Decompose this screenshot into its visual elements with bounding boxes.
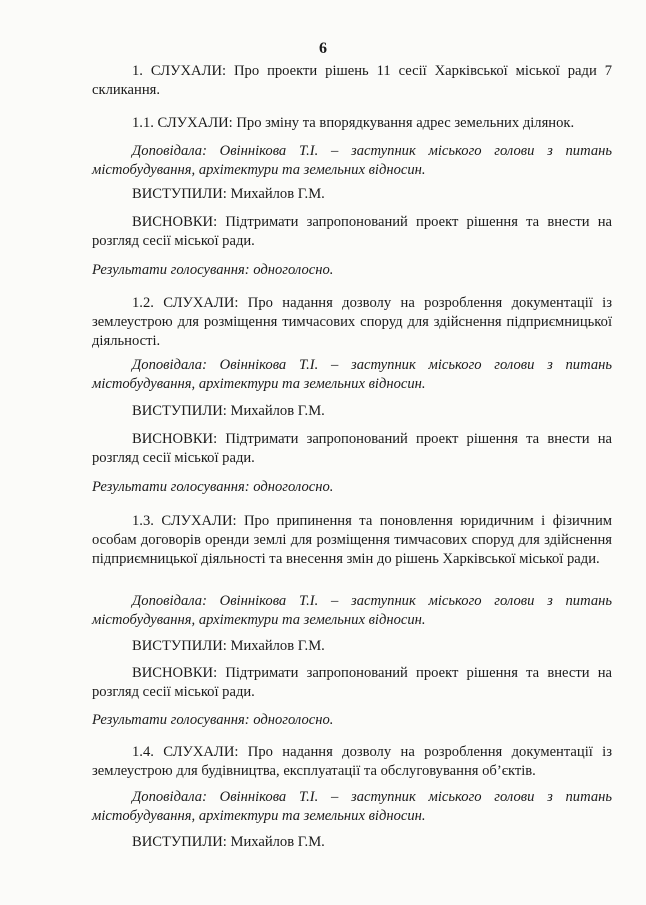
item-1-1-speakers: ВИСТУПИЛИ: Михайлов Г.М.: [132, 186, 325, 202]
item-1-3-heard: 1.3. СЛУХАЛИ: Про припинення та поновлення юридичним і фізичним особам договорів оренди землі для розміщення тимчасових споруд для здійснення підприємницької діяльності та внесення змін до рішень Харківської міської ради.: [92, 513, 612, 567]
item-1-heard: 1. СЛУХАЛИ: Про проекти рішень 11 сесії Харківської міської ради 7 скликання.: [92, 63, 612, 98]
item-1-2-conclusions: ВИСНОВКИ: Підтримати запропонований проект рішення та внести на розгляд сесії міської ради.: [92, 431, 612, 466]
item-1-2-heard: 1.2. СЛУХАЛИ: Про надання дозволу на розроблення документації із землеустрою для розміщення тимчасових споруд для здійснення підприємницької діяльності.: [92, 295, 612, 349]
item-1-1-reporter: Доповідала: Овіннікова Т.І. – заступник міського голови з питань містобудування, архітектури та земельних відносин.: [92, 143, 612, 178]
page-number: 6: [319, 40, 327, 57]
item-1-4-reporter: Доповідала: Овіннікова Т.І. – заступник міського голови з питань містобудування, архітектури та земельних відносин.: [92, 789, 612, 824]
item-1-2-speakers: ВИСТУПИЛИ: Михайлов Г.М.: [132, 403, 325, 419]
item-1-2-vote: Результати голосування: одноголосно.: [92, 479, 334, 495]
item-1-1-conclusions: ВИСНОВКИ: Підтримати запропонований проект рішення та внести на розгляд сесії міської ради.: [92, 214, 612, 249]
item-1-4-heard: 1.4. СЛУХАЛИ: Про надання дозволу на розроблення документації із землеустрою для будівництва, експлуатації та обслуговування об’єктів.: [92, 744, 612, 779]
item-1-3-reporter: Доповідала: Овіннікова Т.І. – заступник міського голови з питань містобудування, архітектури та земельних відносин.: [92, 593, 612, 628]
item-1-2-reporter: Доповідала: Овіннікова Т.І. – заступник міського голови з питань містобудування, архітектури та земельних відносин.: [92, 357, 612, 392]
item-1-1-vote: Результати голосування: одноголосно.: [92, 262, 334, 278]
item-1-3-vote: Результати голосування: одноголосно.: [92, 712, 334, 728]
item-1-3-speakers: ВИСТУПИЛИ: Михайлов Г.М.: [132, 638, 325, 654]
item-1-1-heard: 1.1. СЛУХАЛИ: Про зміну та впорядкування адрес земельних ділянок.: [132, 115, 575, 131]
item-1-4-speakers: ВИСТУПИЛИ: Михайлов Г.М.: [132, 834, 325, 850]
item-1-3-conclusions: ВИСНОВКИ: Підтримати запропонований проект рішення та внести на розгляд сесії міської ради.: [92, 665, 612, 700]
